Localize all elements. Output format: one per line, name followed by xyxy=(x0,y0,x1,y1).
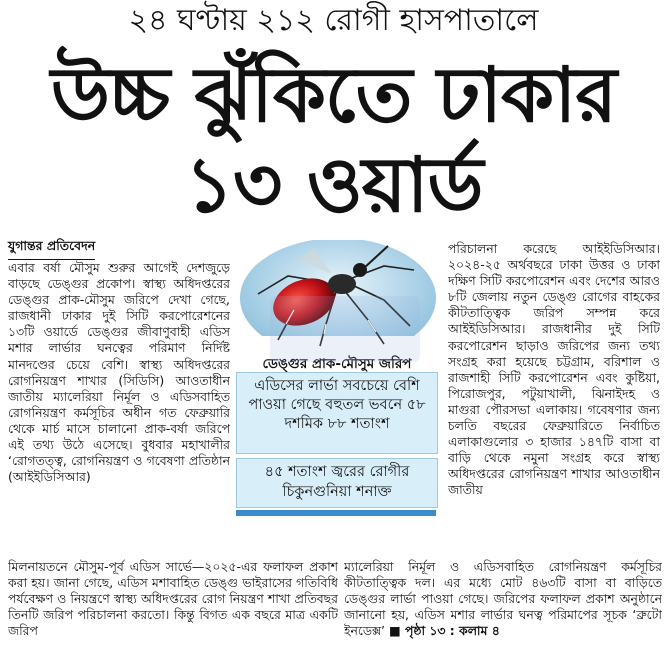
body-text: ম্যালেরিয়া নির্মূল ও এডিসবাহিত রোগনিয়ন্ত্রণ কর্মসূচির কীটতাত্ত্বিক দল। এর মধ্যে মোট ৪৬৩টি বাসা বা বাড়িতে ডেঙ্গুর লার্ভা পাওয়া গেছে। জরিপের ফলাফল প্রকাশ অনুষ্ঠানে জানানো হয়, এডিস মশার লার্ভার ঘনত্ব পরিমাপের সূচক ‘ব্রুটো ইনডেক্স’ xyxy=(344,559,662,639)
headline-line-2: ১৩ ওয়ার্ড xyxy=(184,140,483,229)
body-paragraph: পরিচালনা করেছে আইইডিসিআর। ২০২৪-২৫ অর্থবছরে ঢাকা উত্তর ও ঢাকা দক্ষিণ সিটি করপোরেশন এবং দেশের আরও ৮টি জেলায় নতুন ডেঙ্গু রোগের বাহকের কীটতাত্ত্বিক জরিপ সম্পন্ন করে আইইডিসিআর। রাজধানীর দুই সিটি করপোরেশন ছাড়াও জরিপের জন্য তথ্য সংগ্রহ করা হয়েছে চট্টগ্রাম, বরিশাল ও রাজশাহী সিটি করপোরেশন এবং কুষ্টিয়া, পিরোজপুর, পটুয়াখালী, ঝিনাইদহ ও মাগুরা পৌরসভা এলাকায়। গবেষণার জন্য চলতি বছরের ফেব্রুয়ারিতে নির্বাচিত এলাকাগুলোর ৩ হাজার ১৪৭টি বাসা বা বাড়ি থেকে নমুনা সংগ্রহ করে স্বাস্থ্য অধিদপ্তরের রোগনিয়ন্ত্রণ শাখার আওতাধীন জাতীয় xyxy=(448,241,660,498)
watermark xyxy=(270,296,420,362)
fact-box-chikungunya-text: ৪৫ শতাংশ জ্বরের রোগীর চিকুনগুনিয়া শনাক্ত xyxy=(264,464,410,500)
byline: যুগান্তর প্রতিবেদন xyxy=(8,238,95,260)
fact-box-larva xyxy=(236,372,438,454)
body-column-left xyxy=(8,260,230,556)
body-paragraph xyxy=(344,559,662,639)
continued-on-page: ■ পৃষ্ঠা ১৩ : কলাম ৪ xyxy=(388,623,500,639)
infographic-accent-bar xyxy=(236,510,436,516)
headline-line-1: উচ্চ ঝুঁকিতে ঢাকার xyxy=(50,50,617,139)
headline xyxy=(0,50,667,230)
infographic-title: ডেঙ্গুর প্রাক-মৌসুম জরিপ xyxy=(262,356,412,372)
fact-box-chikungunya xyxy=(236,458,438,508)
fact-box-larva-text: এডিসের লার্ভা সবচেয়ে বেশি পাওয়া গেছে বহুতল ভবনে ৫৮ দশমিক ৮৮ শতাংশ xyxy=(248,378,426,432)
body-paragraph: এবার বর্ষা মৌসুম শুরুর আগেই দেশজুড়ে বাড়ছে ডেঙ্গুর প্রকোপ। স্বাস্থ্য অধিদপ্তরের ডেঙ্গুর প্রাক-মৌসুম জরিপে দেখা গেছে, রাজধানী ঢাকার দুই সিটি করপোরেশনের ১৩টি ওয়ার্ডে ডেঙ্গুর জীবাণুবাহী এডিস মশার লার্ভার ঘনত্বের পরিমাণ নির্দিষ্ট মানদণ্ডের চেয়ে বেশি। স্বাস্থ্য অধিদপ্তরের রোগনিয়ন্ত্রণ শাখার (সিডিসি) আওতাধীন জাতীয় ম্যালেরিয়া নির্মূল ও এডিসবাহিত রোগনিয়ন্ত্রণ কর্মসূচির অধীন গত ফেব্রুয়ারি থেকে মার্চ মাসে চালানো প্রাক-বর্ষা জরিপে এই তথ্য উঠে এসেছে। বুধবার মহাখালীর ‘রোগতত্ত্ব, রোগনিয়ন্ত্রণ ও গবেষণা প্রতিষ্ঠান (আইইডিসিআর) xyxy=(8,260,230,485)
body-column-bottom-left xyxy=(8,559,338,655)
infographic xyxy=(234,240,440,552)
body-paragraph: মিলনায়তনে মৌসুম-পূর্ব এডিস সার্ভে—২০২৫-এর ফলাফল প্রকাশ করা হয়। জানা গেছে, এডিস মশাবাহিত ডেঙ্গু ভাইরাসের গতিবিধি পর্যবেক্ষণ ও নিয়ন্ত্রণে স্বাস্থ্য অধিদপ্তরের রোগ নিয়ন্ত্রণ শাখা প্রতিবছর তিনটি জরিপ পরিচালনা করতো। কিন্তু বিগত এক বছরে মাত্র একটি জরিপ xyxy=(8,559,338,639)
kicker: ২৪ ঘণ্টায় ২১২ রোগী হাসপাতালে xyxy=(128,3,539,38)
body-column-right xyxy=(448,241,660,563)
body-column-bottom-right xyxy=(344,559,662,655)
